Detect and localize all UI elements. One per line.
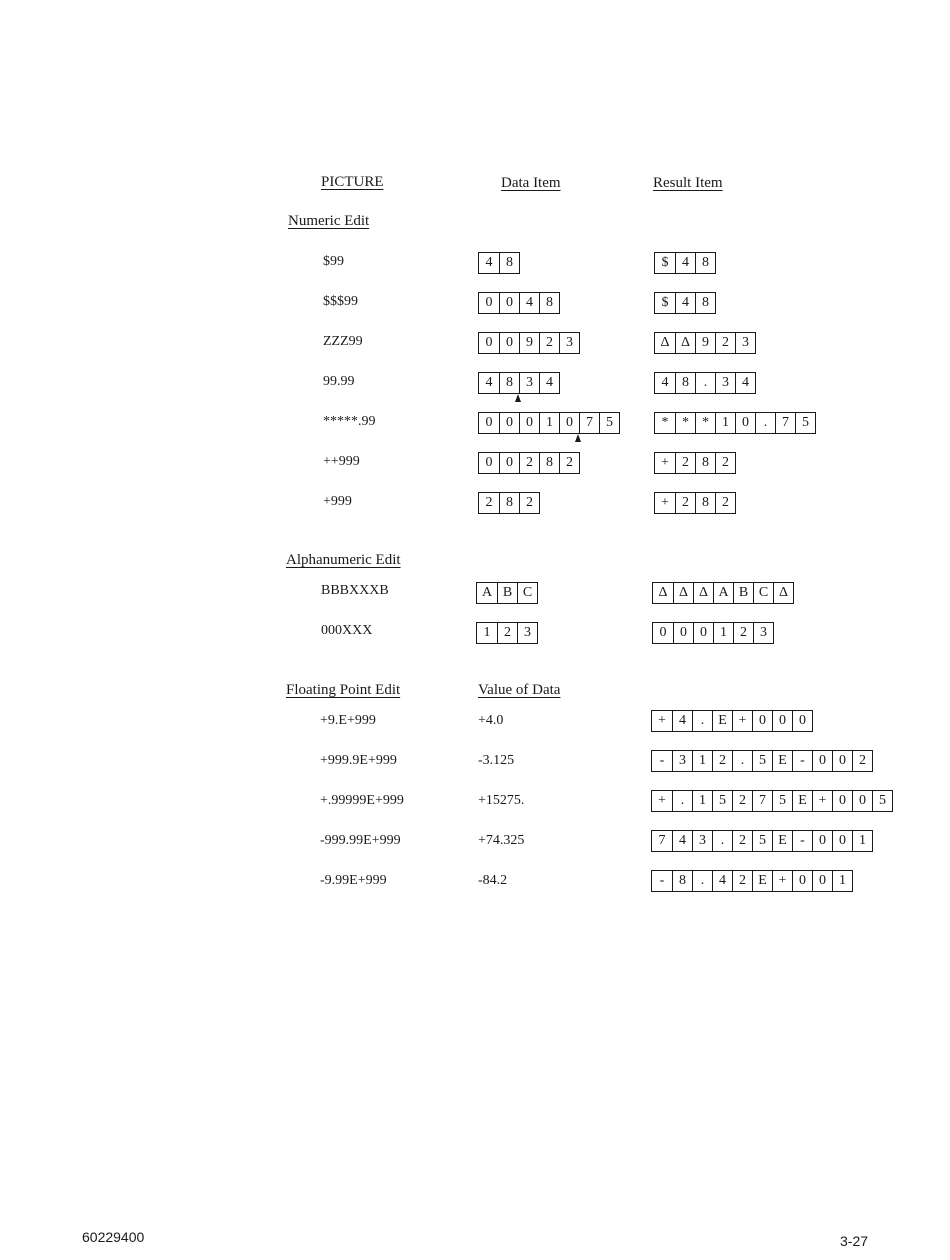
char-cell: 3 — [672, 751, 692, 771]
char-cell: + — [661, 455, 669, 470]
char-cell: 8 — [499, 373, 519, 393]
char-cell: 7 — [775, 413, 795, 433]
char-cell: E — [712, 711, 732, 731]
char-cell: 8 — [695, 453, 715, 473]
char-cell: 0 — [693, 623, 713, 643]
char-cell: Δ — [693, 583, 713, 603]
picture-string: +9.E+999 — [320, 713, 376, 728]
char-cell: 0 — [812, 831, 832, 851]
char-cell: E — [772, 751, 792, 771]
char-cell: 2 — [732, 831, 752, 851]
numeric-edit-title: Numeric Edit — [288, 213, 370, 229]
value-of-data: -3.125 — [478, 753, 515, 768]
char-cell: + — [661, 495, 669, 510]
char-cell: 5 — [795, 413, 815, 433]
result-item-boxes — [654, 292, 716, 314]
char-cell: 8 — [695, 253, 715, 273]
picture-string: -999.99E+999 — [320, 833, 401, 848]
char-cell: 2 — [497, 623, 517, 643]
char-cell: Δ — [660, 335, 670, 350]
result-item-boxes — [654, 332, 756, 354]
picture-string: 99.99 — [323, 374, 355, 389]
char-cell: 3 — [559, 333, 579, 353]
char-cell: 4 — [485, 255, 493, 270]
page-number: 3-27 — [840, 1233, 869, 1249]
char-cell: 7 — [752, 791, 772, 811]
result-item-boxes — [654, 492, 736, 514]
char-cell: 1 — [852, 831, 872, 851]
char-cell: Δ — [675, 333, 695, 353]
result-item-boxes — [654, 452, 736, 474]
char-cell: 1 — [713, 623, 733, 643]
picture-string: $$$99 — [323, 294, 358, 309]
char-cell: 3 — [692, 831, 712, 851]
result-item-boxes — [651, 870, 853, 892]
char-cell: 8 — [499, 493, 519, 513]
char-cell: 2 — [675, 453, 695, 473]
value-of-data-header: Value of Data — [478, 682, 561, 698]
char-cell: 5 — [772, 791, 792, 811]
char-cell: 0 — [832, 791, 852, 811]
char-cell: 8 — [672, 871, 692, 891]
data-item-boxes — [478, 492, 540, 514]
char-cell: Δ — [773, 583, 793, 603]
picture-string: +.99999E+999 — [320, 793, 404, 808]
char-cell: 0 — [559, 413, 579, 433]
char-cell: 8 — [539, 293, 559, 313]
char-cell: 3 — [519, 373, 539, 393]
char-cell: 2 — [732, 871, 752, 891]
result-item-boxes — [651, 790, 893, 812]
char-cell: 2 — [675, 493, 695, 513]
char-cell: 0 — [499, 333, 519, 353]
char-cell: 4 — [675, 293, 695, 313]
data-item-column-header: Data Item — [501, 175, 561, 191]
char-cell: 0 — [772, 711, 792, 731]
result-item-boxes — [654, 252, 716, 274]
char-cell: 0 — [499, 453, 519, 473]
char-cell: 2 — [485, 495, 493, 510]
value-of-data: +74.325 — [478, 833, 525, 848]
char-cell: . — [692, 711, 712, 731]
char-cell: . — [695, 373, 715, 393]
char-cell: 1 — [832, 871, 852, 891]
char-cell: 1 — [539, 413, 559, 433]
char-cell: 8 — [499, 253, 519, 273]
char-cell: 0 — [485, 415, 493, 430]
char-cell: 4 — [672, 831, 692, 851]
char-cell: 5 — [752, 751, 772, 771]
char-cell: 4 — [661, 375, 669, 390]
char-cell: - — [792, 831, 812, 851]
char-cell: - — [659, 873, 665, 888]
picture-string: BBBXXXB — [321, 583, 389, 598]
char-cell: 8 — [695, 293, 715, 313]
char-cell: 3 — [753, 623, 773, 643]
picture-string: +999 — [323, 494, 352, 509]
char-cell: 0 — [735, 413, 755, 433]
char-cell: 0 — [659, 625, 667, 640]
char-cell: 8 — [695, 493, 715, 513]
char-cell: 9 — [695, 333, 715, 353]
char-cell: 0 — [792, 711, 812, 731]
value-of-data: +4.0 — [478, 713, 504, 728]
char-cell: 2 — [733, 623, 753, 643]
char-cell: 8 — [675, 373, 695, 393]
char-cell: 0 — [485, 335, 493, 350]
char-cell: + — [658, 793, 666, 808]
char-cell: 1 — [692, 751, 712, 771]
char-cell: 0 — [485, 455, 493, 470]
char-cell: 2 — [715, 453, 735, 473]
data-item-boxes — [476, 622, 538, 644]
char-cell: 0 — [832, 751, 852, 771]
char-cell: 7 — [658, 833, 666, 848]
char-cell: 4 — [675, 253, 695, 273]
char-cell: 0 — [752, 711, 772, 731]
picture-string: +999.9E+999 — [320, 753, 397, 768]
char-cell: 0 — [499, 413, 519, 433]
char-cell: 4 — [712, 871, 732, 891]
char-cell: 2 — [732, 791, 752, 811]
char-cell: A — [713, 583, 733, 603]
data-item-boxes — [478, 452, 580, 474]
data-item-boxes — [478, 332, 580, 354]
char-cell: E — [792, 791, 812, 811]
char-cell: 5 — [872, 791, 892, 811]
document-number: 60229400 — [82, 1229, 145, 1245]
data-item-boxes — [478, 252, 520, 274]
char-cell: 0 — [485, 295, 493, 310]
picture-string: -9.99E+999 — [320, 873, 387, 888]
value-of-data: +15275. — [478, 793, 525, 808]
char-cell: 2 — [539, 333, 559, 353]
char-cell: 0 — [812, 871, 832, 891]
char-cell: 1 — [692, 791, 712, 811]
char-cell: $ — [661, 295, 669, 310]
char-cell: 2 — [519, 453, 539, 473]
char-cell: 3 — [715, 373, 735, 393]
picture-string: ++999 — [323, 454, 360, 469]
char-cell: - — [792, 751, 812, 771]
char-cell: 5 — [599, 413, 619, 433]
char-cell: 2 — [519, 493, 539, 513]
picture-column-header: PICTURE — [321, 174, 384, 190]
char-cell: 5 — [712, 791, 732, 811]
char-cell: Δ — [673, 583, 693, 603]
char-cell: B — [497, 583, 517, 603]
char-cell: 2 — [715, 333, 735, 353]
char-cell: 0 — [832, 831, 852, 851]
char-cell: * — [695, 413, 715, 433]
char-cell: * — [661, 415, 669, 430]
data-item-boxes — [478, 372, 560, 394]
char-cell: 0 — [812, 751, 832, 771]
char-cell: 0 — [792, 871, 812, 891]
decimal-point-caret-icon — [515, 394, 521, 402]
char-cell: 9 — [519, 333, 539, 353]
result-item-boxes — [654, 372, 756, 394]
char-cell: + — [732, 711, 752, 731]
result-item-boxes — [651, 710, 813, 732]
picture-string: $99 — [323, 254, 344, 269]
char-cell: 2 — [715, 493, 735, 513]
char-cell: . — [732, 751, 752, 771]
char-cell: C — [517, 583, 537, 603]
data-item-boxes — [478, 412, 620, 434]
value-of-data: -84.2 — [478, 873, 508, 888]
char-cell: 0 — [852, 791, 872, 811]
picture-string: 000XXX — [321, 623, 373, 638]
result-item-boxes — [652, 582, 794, 604]
char-cell: 4 — [519, 293, 539, 313]
char-cell: 8 — [539, 453, 559, 473]
char-cell: 4 — [539, 373, 559, 393]
char-cell: - — [659, 753, 665, 768]
char-cell: 1 — [483, 625, 491, 640]
alphanumeric-edit-title: Alphanumeric Edit — [286, 552, 401, 568]
data-item-boxes — [476, 582, 538, 604]
char-cell: . — [755, 413, 775, 433]
char-cell: 4 — [485, 375, 493, 390]
char-cell: 2 — [559, 453, 579, 473]
picture-string: ZZZ99 — [323, 334, 363, 349]
char-cell: 2 — [852, 751, 872, 771]
char-cell: 7 — [579, 413, 599, 433]
result-item-boxes — [652, 622, 774, 644]
result-item-column-header: Result Item — [653, 175, 723, 191]
char-cell: 0 — [519, 413, 539, 433]
char-cell: 2 — [712, 751, 732, 771]
result-item-boxes — [654, 412, 816, 434]
char-cell: . — [692, 871, 712, 891]
result-item-boxes — [651, 830, 873, 852]
char-cell: 4 — [672, 711, 692, 731]
char-cell: E — [752, 871, 772, 891]
char-cell: E — [772, 831, 792, 851]
char-cell: . — [712, 831, 732, 851]
data-item-boxes — [478, 292, 560, 314]
char-cell: . — [672, 791, 692, 811]
char-cell: 4 — [735, 373, 755, 393]
decimal-point-caret-icon — [575, 434, 581, 442]
char-cell: + — [812, 791, 832, 811]
char-cell: A — [481, 585, 493, 600]
char-cell: 0 — [673, 623, 693, 643]
char-cell: $ — [661, 255, 669, 270]
char-cell: 1 — [715, 413, 735, 433]
char-cell: 5 — [752, 831, 772, 851]
char-cell: + — [772, 871, 792, 891]
char-cell: C — [753, 583, 773, 603]
result-item-boxes — [651, 750, 873, 772]
char-cell: 0 — [499, 293, 519, 313]
char-cell: 3 — [517, 623, 537, 643]
floating-point-edit-title: Floating Point Edit — [286, 682, 401, 698]
char-cell: B — [733, 583, 753, 603]
picture-string: *****.99 — [323, 414, 376, 429]
char-cell: Δ — [658, 585, 668, 600]
char-cell: + — [658, 713, 666, 728]
char-cell: 3 — [735, 333, 755, 353]
char-cell: * — [675, 413, 695, 433]
